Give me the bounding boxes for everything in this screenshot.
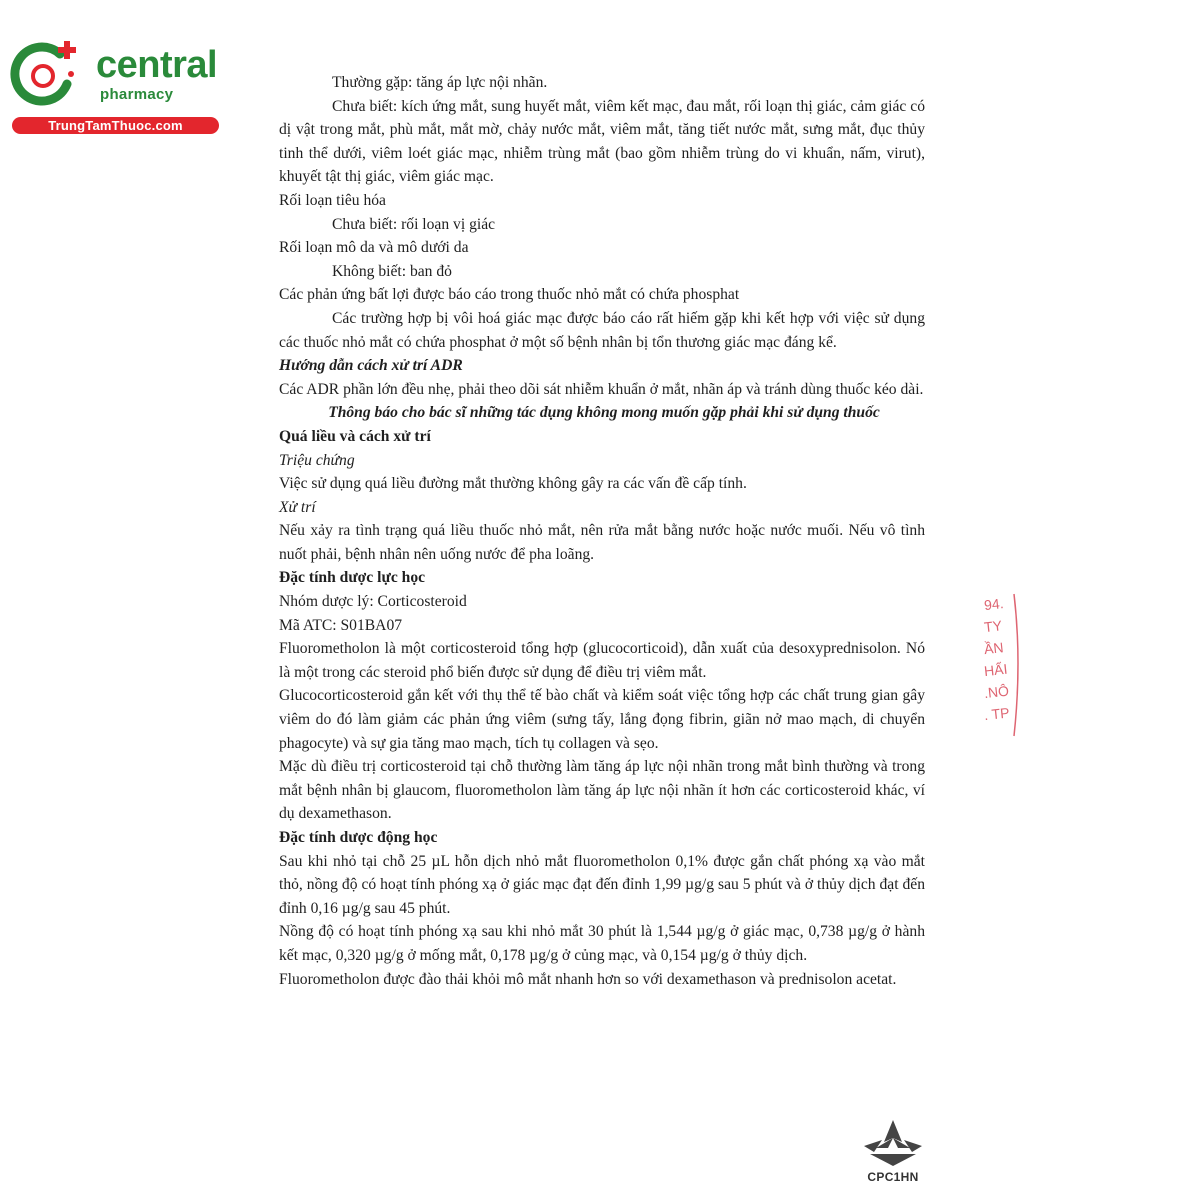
brand-subtitle: pharmacy	[100, 86, 174, 103]
text-line: Việc sử dụng quá liều đường mắt thường không gây ra các vấn đề cấp tính.	[279, 475, 747, 493]
text-line: Nhóm dược lý: Corticosteroid	[279, 593, 467, 611]
text-line: Không biết: ban đỏ	[332, 262, 452, 280]
text-line: Rối loạn mô da và mô dưới da	[279, 239, 469, 257]
text-line: Rối loạn tiêu hóa	[279, 191, 386, 209]
red-stamp	[984, 592, 1024, 738]
cpc-emblem-icon	[858, 1118, 928, 1172]
text-paragraph: Các ADR phần lớn đều nhẹ, phải theo dõi sát nhiễm khuẩn ở mắt, nhãn áp và tránh dùng thuốc kéo dài.	[279, 380, 924, 398]
text-paragraph: Fluorometholon là một corticosteroid tổng hợp (glucocorticoid), dẫn xuất của desoxyprednisolon. Nó là một trong các steroid phổ biến được sử dụng để điều trị viêm mắt.	[279, 640, 925, 681]
text-line: Mã ATC: S01BA07	[279, 616, 403, 634]
subsection-heading: Triệu chứng	[279, 451, 355, 469]
text-paragraph: Chưa biết: kích ứng mắt, sung huyết mắt, viêm kết mạc, đau mắt, rối loạn thị giác, cảm giác có dị vật trong mắt, phù mắt, mắt mờ, chảy nước mắt, viêm mắt, tăng tiết nước mắt, sưng mắt, đục thủy tinh thể dưới, viêm loét giác mạc, nhiễm trùng mắt (bao gồm nhiễm trùng do vi khuẩn, nấm, virut), khuyết tật thị giác, viêm giác mạc.	[279, 97, 925, 186]
document-body	[279, 71, 925, 991]
manufacturer-logo	[858, 1118, 928, 1188]
stamp-text: ẦN	[983, 639, 1005, 658]
section-heading: Hướng dẫn cách xử trí ADR	[279, 357, 463, 375]
stamp-text: HẨI	[983, 660, 1009, 680]
subsection-heading: Xử trí	[279, 498, 316, 516]
section-heading: Đặc tính dược lực học	[279, 569, 426, 587]
text-line: Các phản ứng bất lợi được báo cáo trong thuốc nhỏ mắt có chứa phosphat	[279, 286, 740, 304]
text-paragraph: Nồng độ có hoạt tính phóng xạ sau khi nhỏ mắt 30 phút là 1,544 µg/g ở giác mạc, 0,738 µg/g ở hành kết mạc, 0,320 µg/g ở mống mắt, 0,178 µg/g ở củng mạc, và 0,154 µg/g ở thủy dịch.	[279, 923, 925, 964]
text-paragraph: Glucocorticosteroid gắn kết với thụ thể tế bào chất và kiểm soát việc tổng hợp các chất trung gian gây viêm do đó làm giảm các phản ứng viêm (sưng tấy, lắng đọng fibrin, giãn nở mao mạch, di chuyển phagocyte) và sự gia tăng mao mạch, tích tụ collagen và sẹo.	[279, 687, 925, 752]
pharmacy-logo-icon	[10, 38, 82, 110]
stamp-text: . TP	[983, 704, 1011, 724]
text-line: Thường gặp: tăng áp lực nội nhãn.	[332, 74, 548, 91]
text-paragraph: Mặc dù điều trị corticosteroid tại chỗ thường làm tăng áp lực nội nhãn trong mắt bình thường và trong mắt bệnh nhân bị glaucom, fluorometholon làm tăng áp lực nội nhãn ít hơn các corticosteroid khác, ví dụ dexamethason.	[279, 758, 925, 823]
stamp-text: 94.	[983, 595, 1005, 614]
text-paragraph: Fluorometholon được đào thải khỏi mô mắt nhanh hơn so với dexamethason và prednisolon acetat.	[279, 970, 897, 988]
text-paragraph: Sau khi nhỏ tại chỗ 25 µL hỗn dịch nhỏ mắt fluorometholon 0,1% được gắn chất phóng xạ vào mắt thỏ, nồng độ có hoạt tính phóng xạ ở giác mạc đạt đến đỉnh 1,99 µg/g sau 5 phút và ở thủy dịch đạt đến đỉnh 0,16 µg/g sau 45 phút.	[279, 852, 925, 917]
section-heading: Đặc tính dược động học	[279, 829, 438, 846]
text-paragraph: Các trường hợp bị vôi hoá giác mạc được báo cáo rất hiếm gặp khi kết hợp với việc sử dụng các thuốc nhỏ mắt có chứa phosphat ở một số bệnh nhân bị tổn thương giác mạc đáng kể.	[279, 309, 925, 351]
stamp-text: TY	[983, 617, 1003, 636]
text-line: Chưa biết: rối loạn vị giác	[332, 215, 496, 233]
manufacturer-logo-text: CPC1HN	[867, 1170, 919, 1184]
stamp-text: .NÔ	[983, 682, 1010, 702]
brand-url-badge[interactable]: TrungTamThuoc.com	[12, 117, 219, 134]
brand-name: central	[96, 44, 218, 86]
text-paragraph: Nếu xảy ra tình trạng quá liều thuốc nhỏ mắt, nên rửa mắt bằng nước hoặc nước muối. Nếu vô tình nuốt phải, bệnh nhân nên uống nước để pha loãng.	[279, 522, 925, 563]
section-heading: Quá liều và cách xử trí	[279, 427, 431, 445]
central-pharmacy-logo	[10, 38, 218, 138]
notice-line: Thông báo cho bác sĩ những tác dụng không mong muốn gặp phải khi sử dụng thuốc	[328, 404, 880, 422]
